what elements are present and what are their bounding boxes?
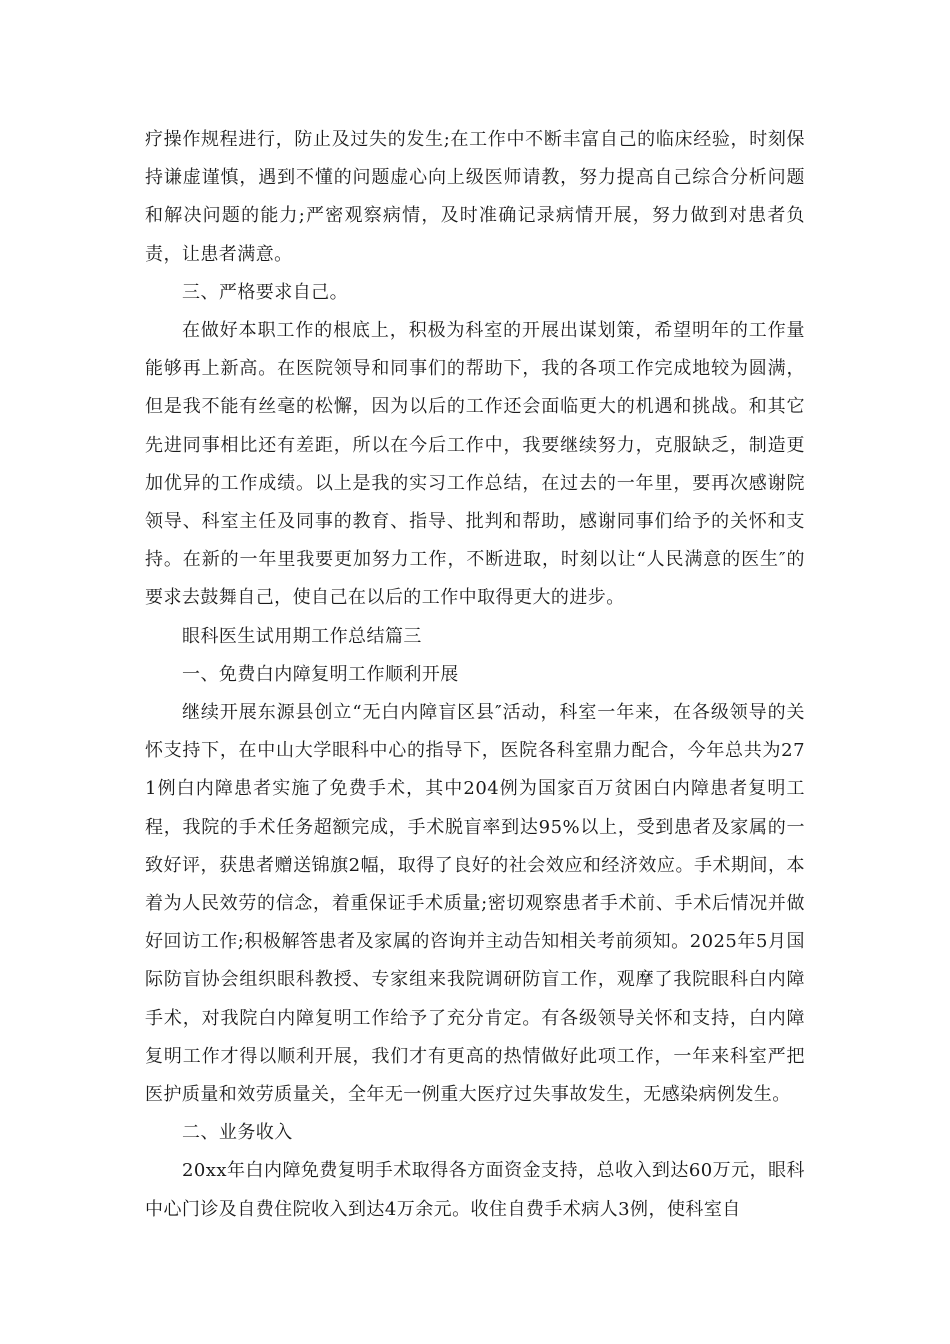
document-page <box>145 121 805 1229</box>
paragraph-3: 在做好本职工作的根底上，积极为科室的开展出谋划策，希望明年的工作量能够再上新高。在医院领导和同事们的帮助下，我的各项工作完成地较为圆满，但是我不能有丝毫的松懈，因为以后的工作还会面临更大的机遇和挑战。和其它先进同事相比还有差距，所以在今后工作中，我要继续努力，克服缺乏，制造更加优异的工作成绩。以上是我的实习工作总结，在过去的一年里，要再次感谢院领导、科室主任及同事的教育、指导、批判和帮助，感谢同事们给予的关怀和支持。在新的一年里我要更加努力工作，不断进取，时刻以让“人民满意的医生″的要求去鼓舞自己，使自己在以后的工作中取得更大的进步。 <box>145 320 805 609</box>
section-heading-2: 二、业务收入 <box>182 1122 293 1144</box>
paragraph-1: 疗操作规程进行，防止及过失的发生;在工作中不断丰富自己的临床经验，时刻保持谦虚谨慎，遇到不懂的问题虚心向上级医师请教，努力提高自己综合分析问题和解决问题的能力;严密观察病情，及时准确记录病情开展，努力做到对患者负责，让患者满意。 <box>145 129 805 265</box>
section-heading-3: 三、严格要求自己。 <box>182 281 349 303</box>
section-heading-1: 一、免费白内障复明工作顺利开展 <box>182 663 459 685</box>
paragraph-6: 继续开展东源县创立“无白内障盲区县″活动，科室一年来，在各级领导的关怀支持下，在中山大学眼科中心的指导下，医院各科室鼎力配合，今年总共为271例白内障患者实施了免费手术，其中204例为国家百万贫困白内障患者复明工程，我院的手术任务超额完成，手术脱盲率到达95%以上，受到患者及家属的一致好评，获患者赠送锦旗2幅，取得了良好的社会效应和经济效应。手术期间，本着为人民效劳的信念，着重保证手术质量;密切观察患者手术前、手术后情况并做好回访工作;积极解答患者及家属的咨询并主动告知相关考前须知。2025年5月国际防盲协会组织眼科教授、专家组来我院调研防盲工作，观摩了我院眼科白内障手术，对我院白内障复明工作给予了充分肯定。有各级领导关怀和支持，白内障复明工作才得以顺利开展，我们才有更高的热情做好此项工作，一年来科室严把医护质量和效劳质量关，全年无一例重大医疗过失事故发生，无感染病例发生。 <box>145 702 805 1106</box>
paragraph-8: 20xx年白内障免费复明手术取得各方面资金支持，总收入到达60万元，眼科中心门诊及自费住院收入到达4万余元。收住自费手术病人3例，使科室自 <box>145 1160 805 1220</box>
article-title: 眼科医生试用期工作总结篇三 <box>182 625 422 647</box>
